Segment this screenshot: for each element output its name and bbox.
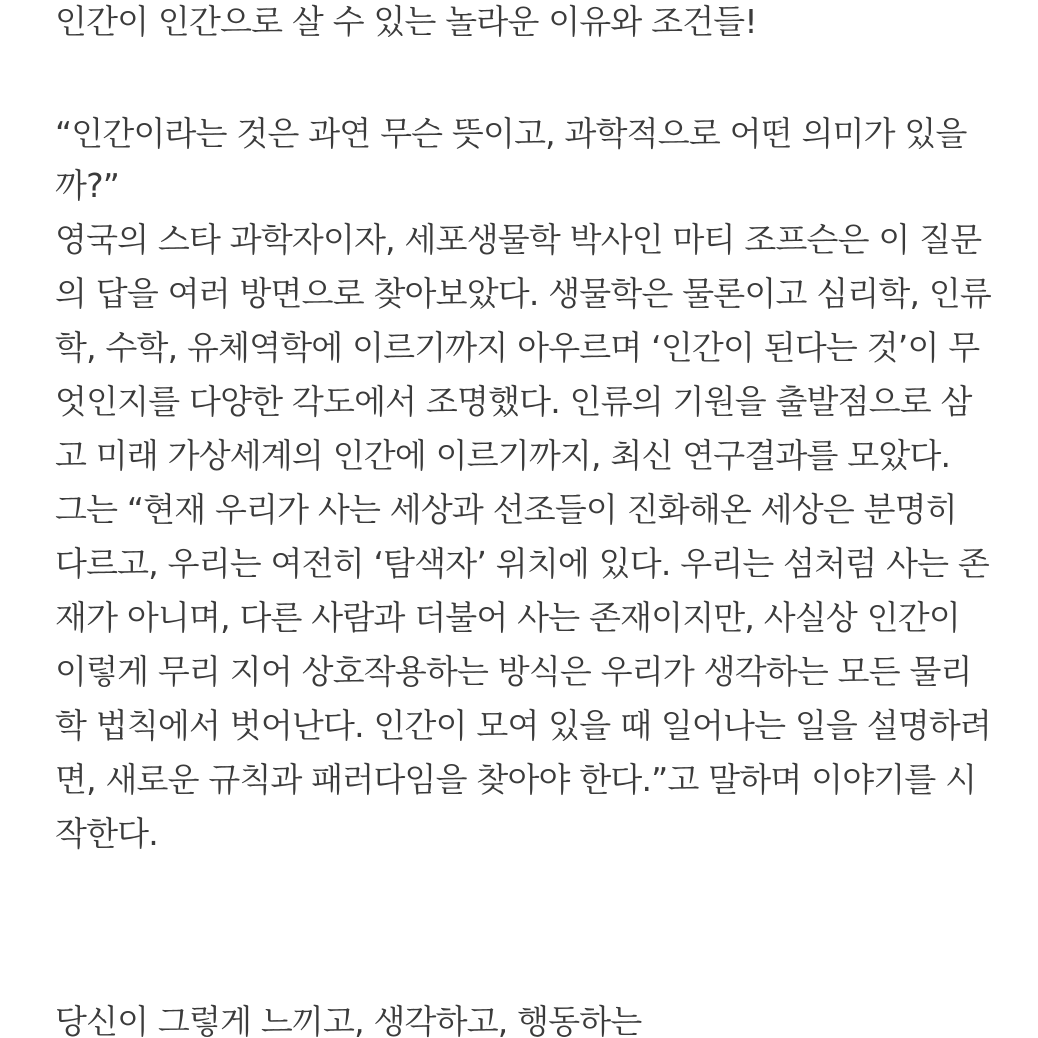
body-line: 재가 아니며, 다른 사람과 더불어 사는 존재이지만, 사실상 인간이 xyxy=(55,598,960,637)
body-line: 작한다. xyxy=(55,814,158,853)
body-line: 고 미래 가상세계의 인간에 이르기까지, 최신 연구결과를 모았다. xyxy=(55,436,951,475)
body-line: 의 답을 여러 방면으로 찾아보았다. 생물학은 물론이고 심리학, 인류 xyxy=(55,274,992,313)
body-line: 면, 새로운 규칙과 패러다임을 찾아야 한다.”고 말하며 이야기를 시 xyxy=(55,760,977,799)
body-line: 이렇게 무리 지어 상호작용하는 방식은 우리가 생각하는 모든 물리 xyxy=(55,652,972,691)
body-line: 다르고, 우리는 여전히 ‘탐색자’ 위치에 있다. 우리는 섬처럼 사는 존 xyxy=(55,544,989,583)
question-line: “인간이라는 것은 과연 무슨 뜻이고, 과학적으로 어떤 의미가 있을 xyxy=(55,114,967,153)
question-line: 까?” xyxy=(55,166,120,205)
article-heading: 인간이 인간으로 살 수 있는 놀라운 이유와 조건들! xyxy=(55,2,757,41)
body-line: 영국의 스타 과학자이자, 세포생물학 박사인 마티 조프슨은 이 질문 xyxy=(55,220,982,259)
body-line: 학, 수학, 유체역학에 이르기까지 아우르며 ‘인간이 된다는 것’이 무 xyxy=(55,328,980,367)
body-line: 학 법칙에서 벗어난다. 인간이 모여 있을 때 일어나는 일을 설명하려 xyxy=(55,706,992,745)
next-section-heading: 당신이 그렇게 느끼고, 생각하고, 행동하는 xyxy=(55,1002,642,1038)
body-line: 엇인지를 다양한 각도에서 조명했다. 인류의 기원을 출발점으로 삼 xyxy=(55,382,972,421)
body-line: 그는 “현재 우리가 사는 세상과 선조들이 진화해온 세상은 분명히 xyxy=(55,490,957,529)
